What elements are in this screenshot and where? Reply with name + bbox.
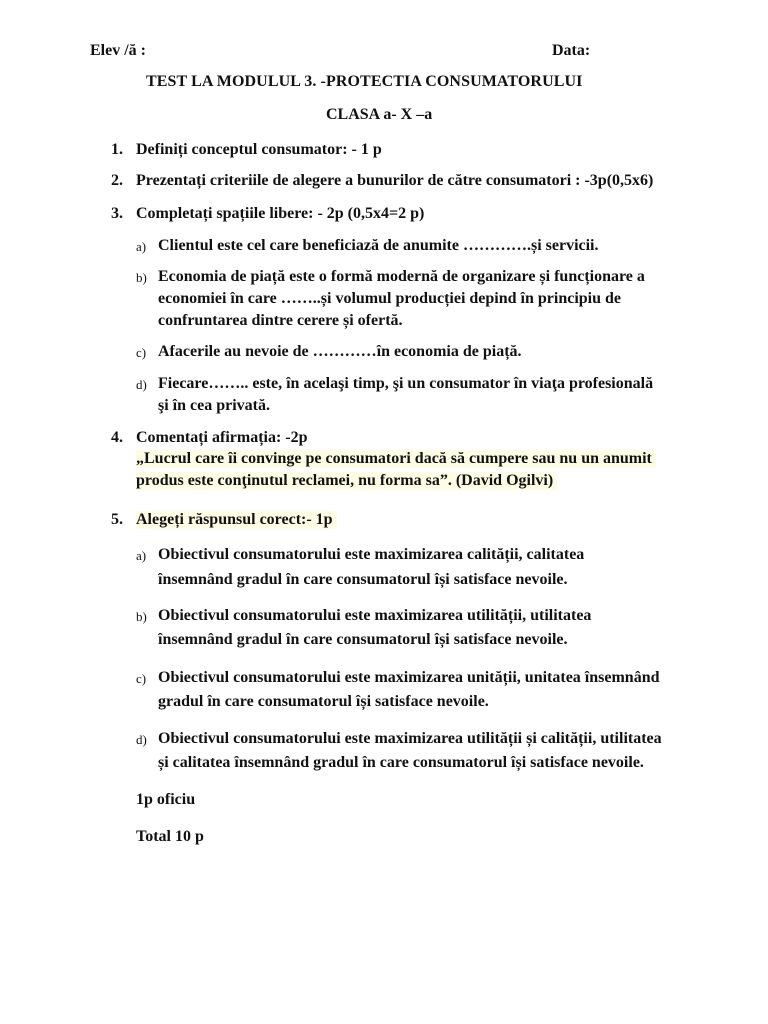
item-line: şi în cea privată. xyxy=(158,397,270,414)
question-number: 1. xyxy=(111,141,123,158)
item-line: însemnând gradul în care consumatorul își satisface nevoile. xyxy=(158,631,568,648)
quote-line: produs este conţinutul reclamei, nu forma sa”. (David Ogilvi) xyxy=(136,472,557,490)
item-line: însemnând gradul în care consumatorul își satisface nevoile. xyxy=(158,571,568,588)
item-letter: c) xyxy=(136,671,147,686)
question-text: Alegeți răspunsul corect:- 1p xyxy=(136,511,337,529)
class-subtitle: CLASA a- X –a xyxy=(326,106,433,123)
item-line: și calitatea însemnând gradul în care consumatorul își satisface nevoile. xyxy=(158,754,644,771)
item-letter: a) xyxy=(136,239,147,254)
item-line: Fiecare…….. este, în acelaşi timp, şi un consumator în viaţa profesională xyxy=(158,375,654,392)
item-letter: d) xyxy=(136,377,147,392)
item-line: Obiectivul consumatorului este maximizarea calității, calitatea xyxy=(158,546,585,563)
item-letter: b) xyxy=(136,270,147,285)
total-points: Total 10 p xyxy=(136,828,204,845)
item-line: Obiectivul consumatorului este maximizarea utilității, utilitatea xyxy=(158,607,592,624)
item-line: Afacerile au nevoie de …………în economia de piață. xyxy=(158,343,522,360)
question-number: 4. xyxy=(111,429,123,446)
oficiu-points: 1p oficiu xyxy=(136,791,196,808)
test-title: TEST LA MODULUL 3. -PROTECTIA CONSUMATORULUI xyxy=(146,73,583,90)
item-letter: a) xyxy=(136,548,147,563)
question-text: Completați spațiile libere: - 2p (0,5x4=2 p) xyxy=(136,205,425,222)
student-name-label: Elev /ă : xyxy=(90,42,146,59)
item-letter: b) xyxy=(136,609,147,624)
question-text: Comentați afirmația: -2p xyxy=(136,429,308,446)
question-number: 2. xyxy=(111,172,123,189)
question-number: 3. xyxy=(111,205,123,222)
date-label: Data: xyxy=(552,42,591,59)
item-letter: c) xyxy=(136,345,147,360)
item-line: gradul în care consumatorul își satisface nevoile. xyxy=(158,693,489,710)
item-line: Obiectivul consumatorului este maximizarea unității, unitatea însemnând xyxy=(158,669,660,686)
item-line: Obiectivul consumatorului este maximizarea utilității și calității, utilitatea xyxy=(158,730,662,747)
item-line: economiei în care ……..și volumul producției depind în principiu de xyxy=(158,290,622,307)
question-text: Definiți conceptul consumator: - 1 p xyxy=(136,141,382,158)
item-line: Clientul este cel care beneficiază de anumite ………….și servicii. xyxy=(158,237,599,254)
question-text: Prezentați criteriile de alegere a bunurilor de către consumatori : -3p(0,5x6) xyxy=(136,172,654,189)
item-line: confruntarea dintre cerere și ofertă. xyxy=(158,312,403,329)
item-line: Economia de piață este o formă modernă de organizare și funcționare a xyxy=(158,268,645,285)
question-number: 5. xyxy=(111,511,123,528)
quote-line: „Lucrul care îi convinge pe consumatori dacă să cumpere sau nu un anumit xyxy=(136,450,656,468)
item-letter: d) xyxy=(136,732,147,747)
